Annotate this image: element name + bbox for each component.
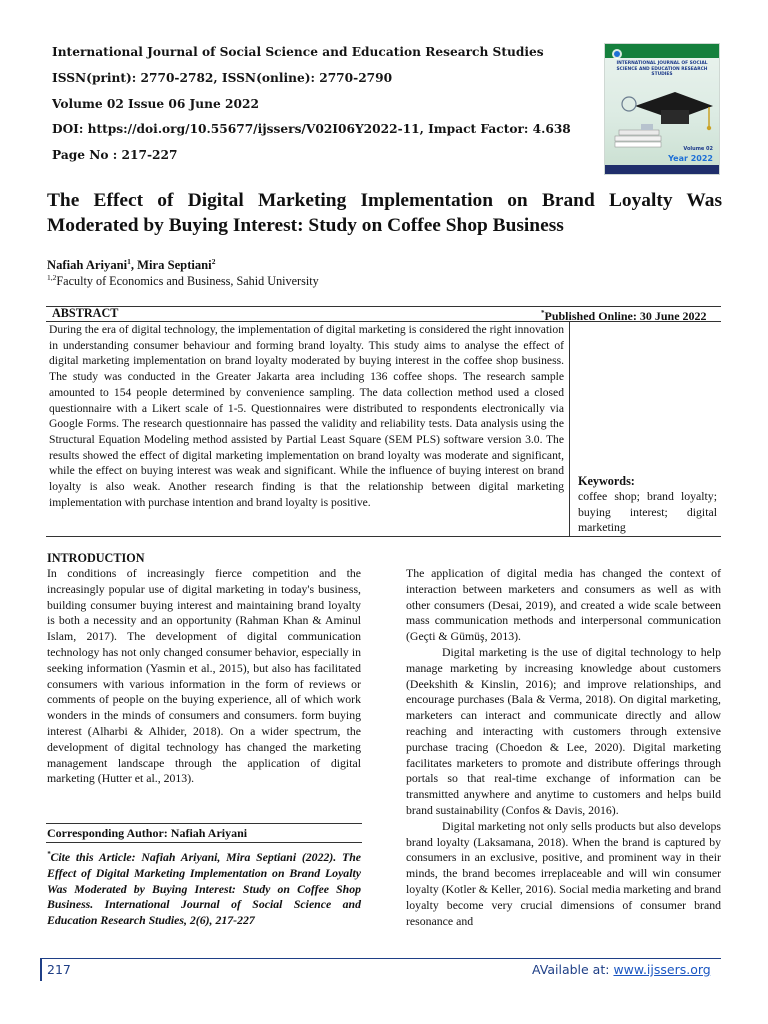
published-text: Published Online: 30 June 2022 <box>544 309 707 323</box>
introduction-paragraph-right-1: The application of digital media has changed the context of interaction between marketers and consumers as well as with other consumers (Desai, 2019), and created a wide scale between mass communication methods and interpersonal communication (Geçti & Gümüş, 2013). <box>406 566 721 644</box>
footer-accent-bar <box>40 958 42 981</box>
cover-bottom-band <box>605 165 719 174</box>
journal-url-link[interactable]: www.ijssers.org <box>613 962 711 977</box>
available-label: AVailable at: <box>532 962 614 977</box>
author-separator: , <box>130 258 138 273</box>
introduction-paragraph-right-2: Digital marketing is the use of digital technology to help manage marketing by increasing knowledge about customers (Deekshith & Kinslin, 2016); and improve relationships, and encourage purchases (Bala & Verma, 2018). On digital marketing, marketers can interact and communicate directly and allow reaching and interacting with customers through extensive purchase tracing (Choedon & Lee, 2020). Digital marketing facilitates marketers to promote and distribute offerings through portals so that real-time exchange of information can be transmitted anywhere and anytime to customers and helps build brand sustainability (Confos & Davis, 2016). <box>406 644 721 817</box>
affiliation-mark: 1,2 <box>47 273 57 282</box>
cite-mark: * <box>47 850 51 858</box>
abstract-text: During the era of digital technology, the implementation of digital marketing is considered the right innovation in understanding consumer behaviour and forming brand loyalty. This study aims to analyse the effect of digital marketing implementation on brand loyalty moderated by buying interest in the coffee shop business. The study was conducted in the Greater Jakarta area including 136 coffee shops. The research sample amounted to 154 people determined by convenience sampling. The data collection method used a closed questionnaire with a Likert scale of 1-5. Questionnaires were distributed to respondents electronically via Google Forms. The research questionnaire has passed the validity and reliability tests. Data analysis using the Structural Equation Modeling method assisted by Partial Least Square (SEM PLS) software version 3.0. The results showed the effect of digital marketing implementation on brand loyalty was moderate and significant, while the effect on buying interest was weak and significant. While the influence of buying interest on brand loyalty is also weak. Another research finding is that the relationship between digital marketing implementation with purchase intention and brand loyalty is positive. <box>49 323 564 509</box>
issn: ISSN(print): 2770-2782, ISSN(online): 2770-2790 <box>52 71 393 85</box>
introduction-heading: INTRODUCTION <box>47 551 145 565</box>
cite-this-article <box>47 847 361 929</box>
introduction-right-column <box>406 566 721 929</box>
affiliation-text: Faculty of Economics and Business, Sahid University <box>56 274 319 289</box>
cover-volume: Volume 02 <box>683 146 713 152</box>
keywords-heading: Keywords: <box>578 474 635 488</box>
published-mark: * <box>541 309 545 317</box>
author-2-affil-mark: 2 <box>211 257 216 266</box>
abstract-bottom-rule <box>46 536 721 537</box>
paper-title: The Effect of Digital Marketing Implementation on Brand Loyalty Was Moderated by Buying Interest: Study on Coffee Shop Business <box>47 190 722 236</box>
author-1: Nafiah Ariyani <box>47 258 128 273</box>
author-1-affil-mark: 1 <box>127 257 131 266</box>
author-list <box>47 257 215 273</box>
journal-cover-image <box>604 43 720 175</box>
cite-text: Cite this Article: Nafiah Ariyani, Mira Septiani (2022). The Effect of Digital Marketing Implementation on Brand Loyalty Was Moderated by Buying Interest: Study on Coffee Shop Business. International Journal of Social Science and Education Research Studies, 2(6), 217-227 <box>47 849 361 928</box>
cover-title: INTERNATIONAL JOURNAL OF SOCIAL SCIENCE AND EDUCATION RESEARCH STUDIES <box>616 61 708 78</box>
introduction-paragraph-left: In conditions of increasingly fierce competition and the increasingly popular use of digital marketing in today's business, building consumer buying interest and maintaining brand loyalty is both a necessity and an opportunity (Rahman Khan & Aminul Islam, 2017). The development of digital communication technology has not only changed consumer behavior, especially in seeking information (Yasmin et al., 2015), but also has facilitated consumers with various information in the form of reviews or comments of people on the buying experience, all of which work wonders in the minds of consumers and consumers. form buying interest (Alharbi & Alhider, 2018). On a wider spectrum, the development of digital technology has changed the marketing management landscape through the application of digital marketing (Hutter et al., 2013). <box>47 566 361 786</box>
footer-rule <box>40 958 721 959</box>
introduction-paragraph-right-3: Digital marketing not only sells products but also develops brand loyalty (Laksamana, 2018). When the brand is captured by consumers in an exclusive, positive, and prominent way in their minds, the brand becomes irreplaceable and will win consumer loyalty (Kotler & Keller, 2016). Social media marketing and brand loyalty become very crucial dimensions of consumer brand resonance and <box>406 818 722 928</box>
corresponding-author: Corresponding Author: Nafiah Ariyani <box>47 826 248 840</box>
corresponding-bottom-rule <box>46 842 362 843</box>
journal-name: International Journal of Social Science and Education Research Studies <box>52 45 544 59</box>
volume-issue: Volume 02 Issue 06 June 2022 <box>52 97 259 111</box>
page-range: Page No : 217-227 <box>52 148 178 162</box>
available-at <box>532 962 711 977</box>
page-number: 217 <box>47 962 71 977</box>
doi-impact-factor[interactable]: DOI: https://doi.org/10.55677/ijssers/V02I06Y2022-11, Impact Factor: 4.638 <box>52 122 571 136</box>
affiliation <box>47 273 319 289</box>
abstract-column-divider <box>569 321 570 536</box>
cover-year: Year 2022 <box>668 154 713 163</box>
corresponding-top-rule <box>46 823 362 824</box>
author-2: Mira Septiani <box>137 258 212 273</box>
abstract-heading: ABSTRACT <box>52 306 119 320</box>
keywords-list: coffee shop; brand loyalty; buying interest; digital marketing <box>578 489 717 535</box>
